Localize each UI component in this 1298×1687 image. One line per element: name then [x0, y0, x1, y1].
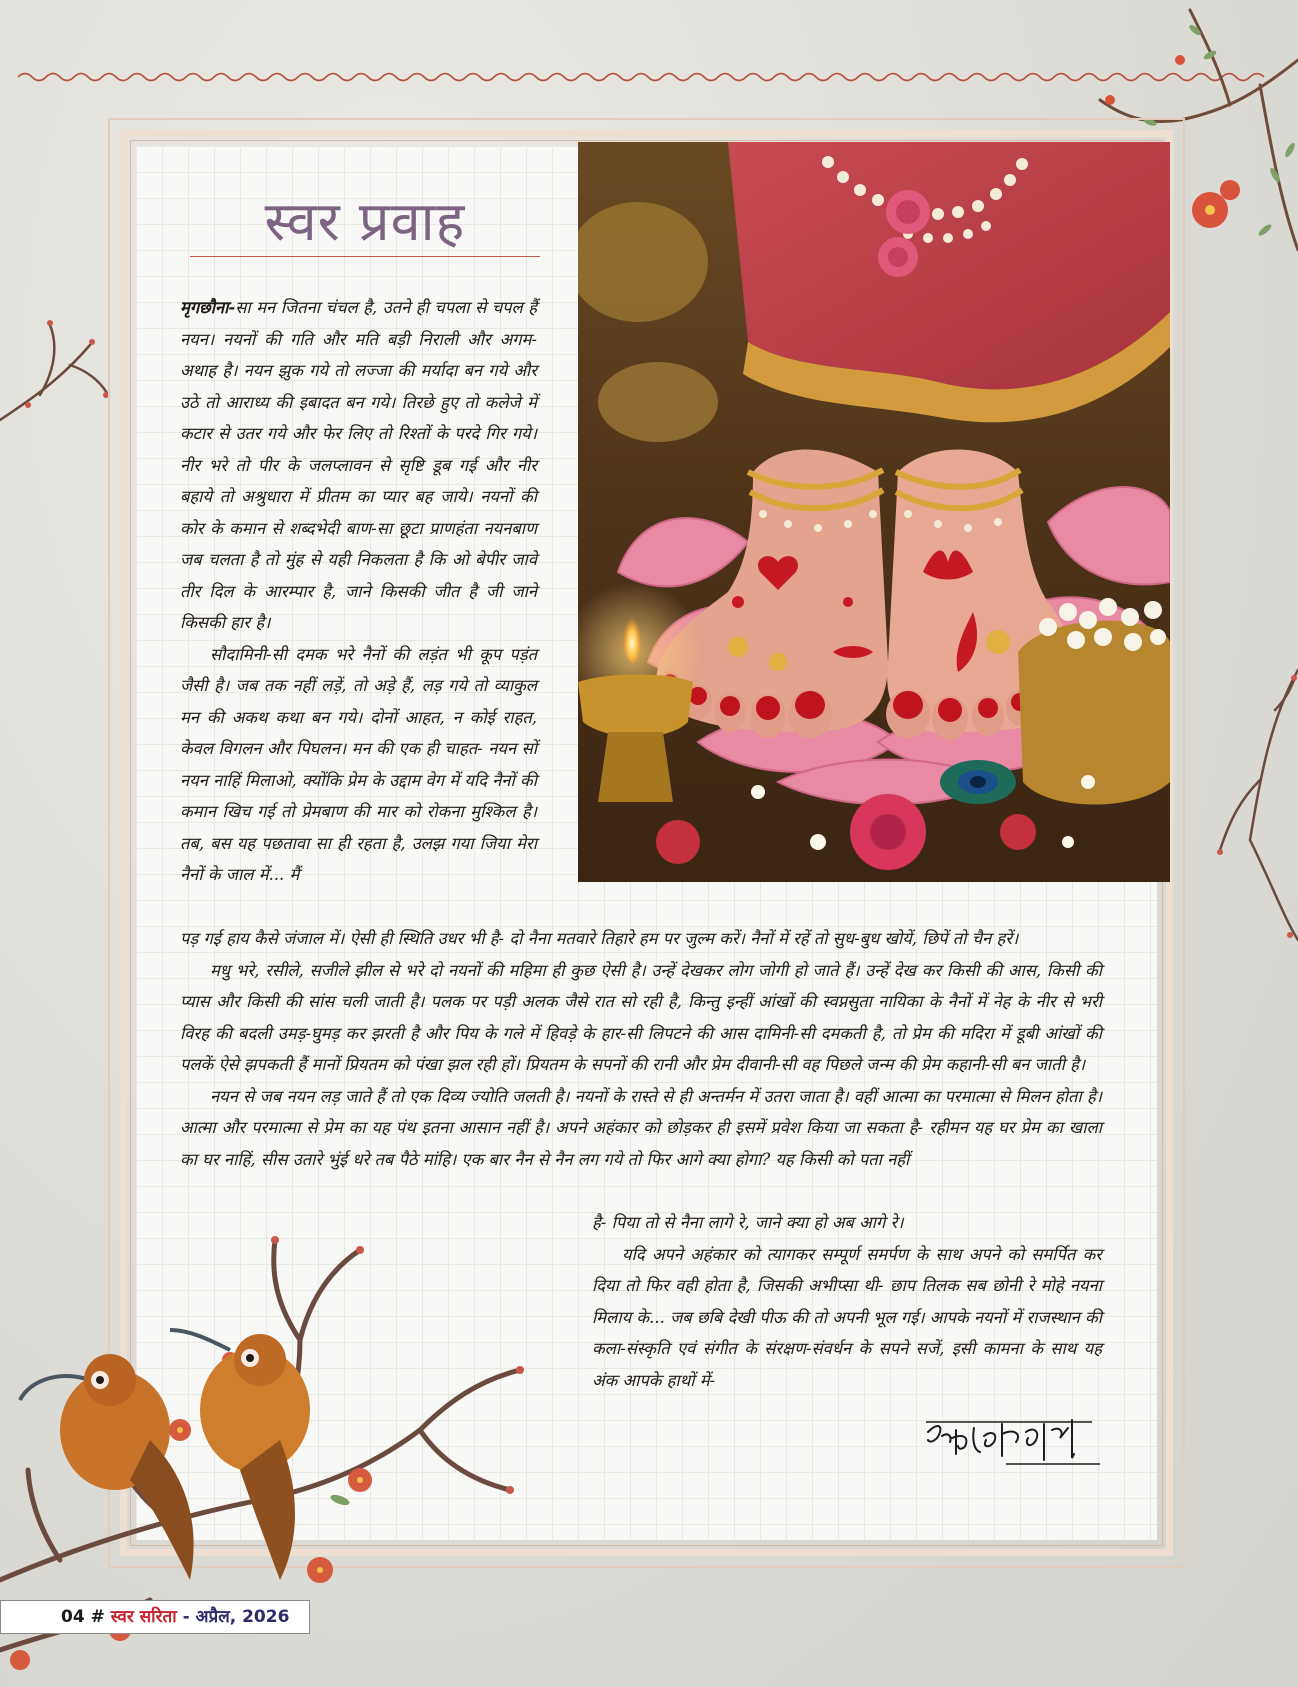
article-column-left	[180, 292, 537, 891]
branch-left-decoration	[0, 300, 110, 440]
paragraph-fourth: नयन से जब नयन लड़ जाते हैं तो एक दिव्य ज्योति जलती है। नयनों के रास्ते से ही अन्तर्मन में उतरा जाता है। वहीं आत्मा का परमात्मा से मिलन होता है। आत्मा और परमात्मा से प्रेम का यह पंथ इतना आसान नहीं है। अपने अहंकार को छोड़कर ही इसमें प्रवेश किया जा सकता है- रहीमन यह घर प्रेम का खाला का घर नाहिं, सीस उतारे भुंई धरे तब पैठे मांहि। एक बार नैन से नैन लग गये तो फिर आगे क्या होगा? यह किसी को पता नहीं	[180, 1086, 1102, 1169]
branch-right-decoration	[1190, 640, 1298, 970]
issue-date: - अप्रैल, 2026	[182, 1607, 290, 1627]
editor-signature	[922, 1410, 1104, 1470]
title-underline	[190, 256, 540, 257]
paragraph-third: मधु भरे, रसीले, सजीले झील से भरे दो नयनों की महिमा ही कुछ ऐसी है। उन्हें देखकर लोग जोगी हो जाते हैं। उन्हें देख कर किसी की आस, किसी की प्यास और किसी की सांस चली जाती है। पलक पर पड़ी अलक जैसे रात सो रही है, किन्तु इन्हीं आंखों की स्वप्नसुता नायिका के नैनों में नेह के नीर से भरी विरह की बदली उमड़-घुमड़ कर झरती है और पिय के गले में हिवड़े के हार-सी लिपटने की आस दामिनी-सी दमकती है, तो प्रेम की मदिरा में डूबी आंखों की पलकें ऐसे झपकती हैं मानों प्रियतम को पंखा झल रही हों। प्रियतम के सपनों की रानी और प्रेम दीवानी-सी वह पिछले जन्म की प्रेम कहानी-सी बन जाती है।	[180, 960, 1102, 1074]
feature-photo-adorned-feet-on-lotus	[578, 142, 1170, 882]
page-number: 04 #	[61, 1607, 105, 1627]
magazine-name: स्वर सरिता	[110, 1607, 177, 1627]
paragraph-fourth-tail: है- पिया तो से नैना लागे रे, जाने क्या हो अब आगे रे।	[592, 1213, 904, 1232]
paragraph-intro-text: सा मन जितना चंचल है, उतने ही चपला से चपल हैं नयन। नयनों की गति और मति बड़ी निराली और अगम-अथाह है। नयन झुक गये तो लज्जा की मर्यादा बन गये और उठे तो आराध्य की इबादत बन गये। तिरछे हुए तो कलेजे में कटार से उतर गये और फेर लिए तो रिश्तों के परदे गिर गये। नीर भरे तो पीर के जलप्लावन से सृष्टि डूब गई और नीर बहाये तो अश्रुधारा में प्रीतम का प्यार बह जाये। नयनों की कोर के कमान से शब्दभेदी बाण-सा छूटा प्राणहंता नयनबाण जब चलता है तो मुंह से यही निकलता है कि ओ बेपीर जावे तीर दिल के आरम्पार है, जाने किसकी जीत है जी जाने किसकी हार है।	[180, 298, 537, 632]
paragraph-second: सौदामिनी-सी दमक भरे नैनों की लड़ंत भी कूप पड़ंत जैसी है। जब तक नहीं लड़ें, तो अड़े हैं, लड़ गये तो व्याकुल मन की अकथ कथा बन गये। दोनों आहत, न कोई राहत, केवल विगलन और पिघलन। मन की एक ही चाहत- नयन सों नयन नाहिं मिलाओ, क्योंकि प्रेम के उद्दाम वेग में यदि नैनों की कमान खिच गई तो प्रेमबाण की मार को रोकना मुश्किल है। तब, बस यह पछतावा सा ही रहता है, उलझ गया जिया मेरा नैनों के जाल में... मैं	[180, 644, 537, 884]
article-column-right	[592, 1207, 1102, 1396]
page-title: स्वर प्रवाह	[264, 190, 466, 253]
paragraph-closing: यदि अपने अहंकार को त्यागकर सम्पूर्ण समर्पण के साथ अपने को समर्पित कर दिया तो फिर वही होता है, जिसकी अभीप्सा थी- छाप तिलक सब छोनी रे मोहे नयना मिलाय के... जब छबि देखी पीऊ की तो अपनी भूल गई। आपके नयनों में राजस्थान की कला-संस्कृति एवं संगीत के संरक्षण-संवर्धन के सपने सजें, इसी कामना के साथ यह अंक आपके हाथों में-	[592, 1244, 1102, 1390]
paragraph-second-continued: पड़ गई हाय कैसे जंजाल में। ऐसी ही स्थिति उधर भी है- दो नैना मतवारे तिहारे हम पर जुल्म करें। नैनों में रहें तो सुध-बुध खोयें, छिपें तो चैन हरें।	[180, 929, 1019, 948]
paragraph-intro	[180, 292, 537, 639]
article-full-width	[180, 923, 1102, 1175]
page-folio	[0, 1600, 310, 1634]
lead-word: मृगछौना-	[180, 298, 236, 317]
